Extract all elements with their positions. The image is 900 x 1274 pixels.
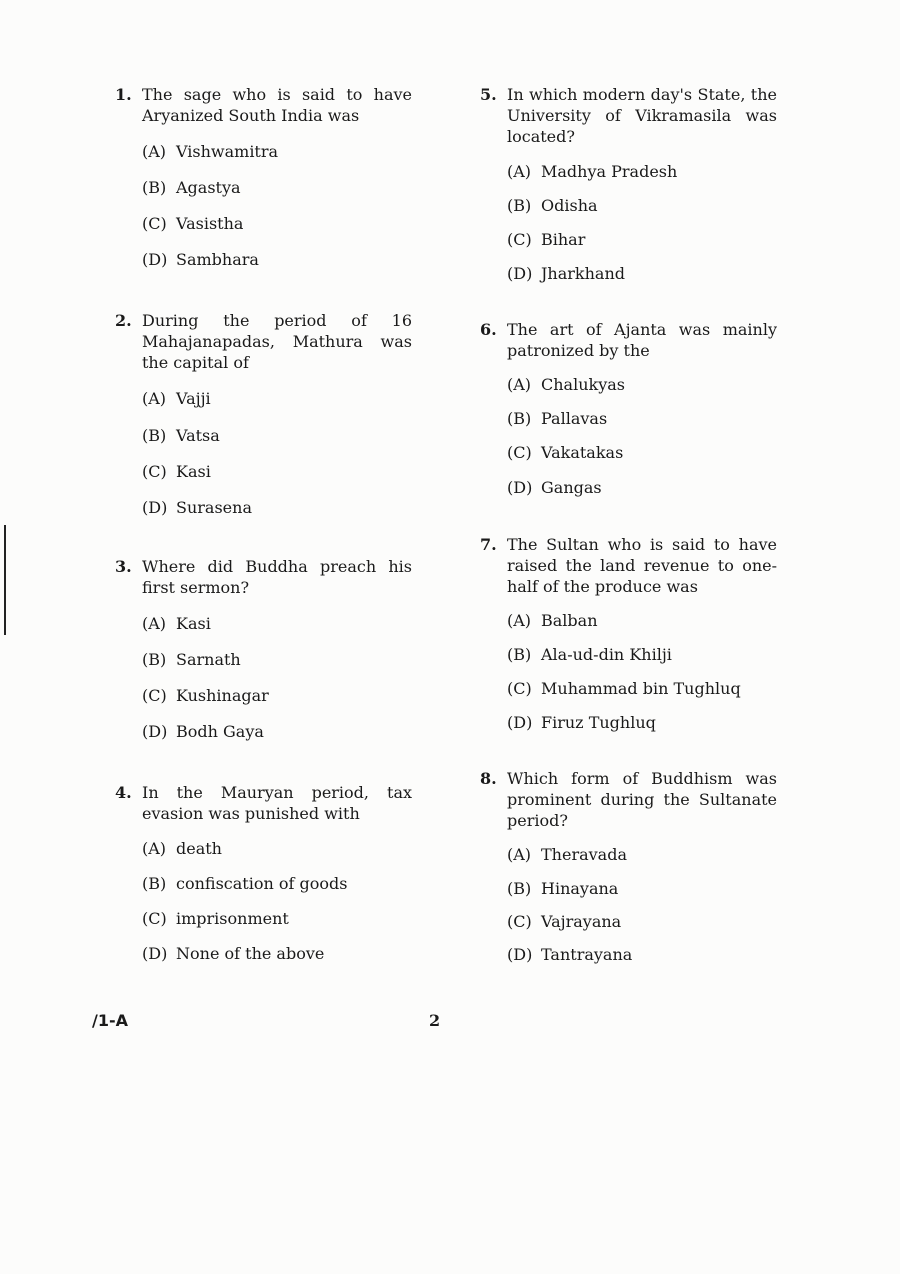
question-number: 6. <box>480 320 497 339</box>
question-text: In the Mauryan period, tax evasion was punished with <box>142 783 412 823</box>
question-number: 8. <box>480 769 497 788</box>
paper-code: /1-A <box>92 1011 128 1030</box>
option-c: (C) Vasistha <box>142 214 244 233</box>
option-c: (C) Bihar <box>507 230 586 249</box>
option-a: (A) Theravada <box>507 845 627 864</box>
option-d: (D) Firuz Tughluq <box>507 713 656 732</box>
option-a: (A) death <box>142 839 222 858</box>
option-a: (A) Kasi <box>142 614 211 633</box>
question-number: 4. <box>115 783 132 802</box>
question-text: The art of Ajanta was mainly patronized by the <box>507 320 777 360</box>
question-text: In which modern day's State, the University of Vikramasila was located? <box>507 85 777 146</box>
option-c: (C) Muhammad bin Tughluq <box>507 679 741 698</box>
option-d: (D) Gangas <box>507 478 602 497</box>
option-d: (D) Sambhara <box>142 250 259 269</box>
question-text: The sage who is said to have Aryanized South India was <box>142 85 412 125</box>
option-c: (C) Vajrayana <box>507 912 622 931</box>
option-b: (B) confiscation of goods <box>142 874 348 893</box>
option-c: (C) Kasi <box>142 462 211 481</box>
question-text: Where did Buddha preach his first sermon? <box>142 557 412 597</box>
option-a: (A) Vishwamitra <box>142 142 279 161</box>
question-number: 2. <box>115 311 132 330</box>
question-number: 5. <box>480 85 497 104</box>
question-number: 3. <box>115 557 132 576</box>
page-number: 2 <box>429 1011 441 1030</box>
option-a: (A) Vajji <box>142 389 211 408</box>
option-d: (D) Jharkhand <box>507 264 625 283</box>
question-number: 1. <box>115 85 132 104</box>
option-c: (C) Kushinagar <box>142 686 269 705</box>
option-a: (A) Balban <box>507 611 598 630</box>
option-d: (D) Tantrayana <box>507 945 633 964</box>
option-b: (B) Sarnath <box>142 650 241 669</box>
option-b: (B) Vatsa <box>142 426 220 445</box>
option-c: (C) Vakatakas <box>507 443 624 462</box>
option-d: (D) Bodh Gaya <box>142 722 264 741</box>
option-b: (B) Odisha <box>507 196 598 215</box>
question-text: During the period of 16 Mahajanapadas, Mathura was the capital of <box>142 311 412 372</box>
option-b: (B) Agastya <box>142 178 241 197</box>
option-d: (D) None of the above <box>142 944 325 963</box>
option-b: (B) Pallavas <box>507 409 608 428</box>
option-b: (B) Ala-ud-din Khilji <box>507 645 672 664</box>
question-text: The Sultan who is said to have raised the land revenue to one-half of the produce was <box>507 535 777 596</box>
option-a: (A) Madhya Pradesh <box>507 162 678 181</box>
option-d: (D) Surasena <box>142 498 252 517</box>
option-b: (B) Hinayana <box>507 879 619 898</box>
option-a: (A) Chalukyas <box>507 375 625 394</box>
question-text: Which form of Buddhism was prominent during the Sultanate period? <box>507 769 777 830</box>
binding-mark <box>4 525 6 635</box>
question-number: 7. <box>480 535 497 554</box>
option-c: (C) imprisonment <box>142 909 289 928</box>
